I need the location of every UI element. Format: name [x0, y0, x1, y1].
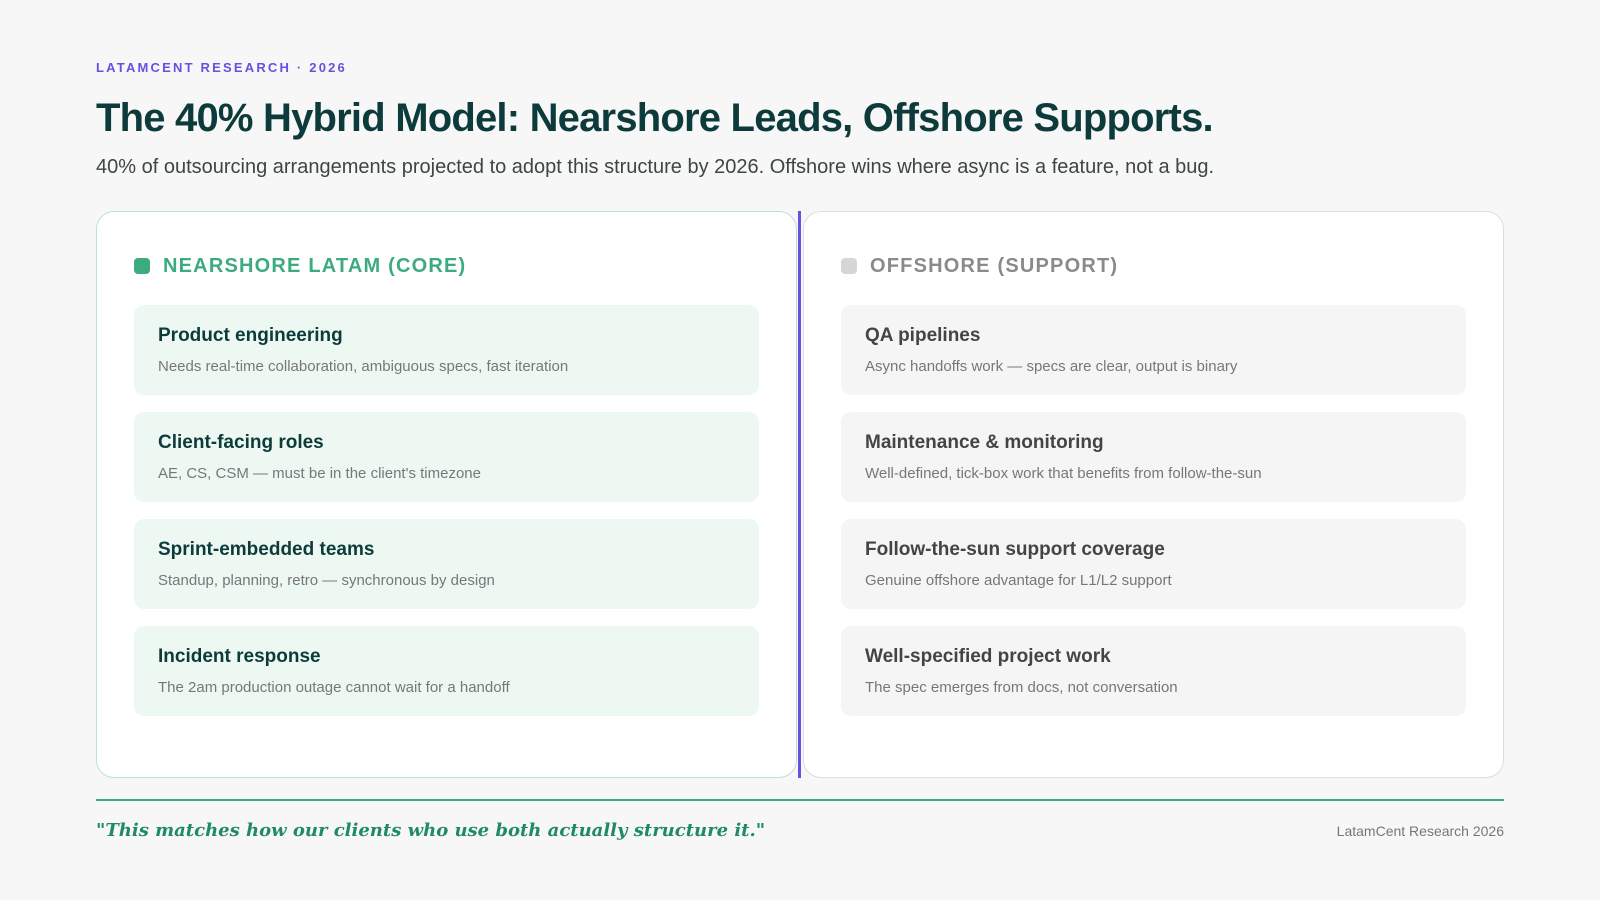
- card-title: Product engineering: [158, 325, 343, 346]
- offshore-card: [841, 519, 1466, 609]
- offshore-panel-title: OFFSHORE (SUPPORT): [870, 254, 1119, 277]
- footer-rule: [96, 799, 1504, 801]
- offshore-panel-header: [841, 246, 1466, 286]
- nearshore-panel: [96, 211, 797, 778]
- card-title: Maintenance & monitoring: [865, 432, 1104, 453]
- card-title: Client-facing roles: [158, 432, 324, 453]
- offshore-legend-swatch: [841, 258, 857, 274]
- page-subtitle: 40% of outsourcing arrangements projected to adopt this structure by 2026. Offshore wins where async is a feature, not a bug.: [96, 156, 1215, 178]
- card-description: AE, CS, CSM — must be in the client's timezone: [158, 465, 481, 482]
- card-description: Genuine offshore advantage for L1/L2 support: [865, 572, 1172, 589]
- card-title: QA pipelines: [865, 325, 981, 346]
- eyebrow-label: LATAMCENT RESEARCH · 2026: [96, 60, 347, 75]
- card-title: Well-specified project work: [865, 646, 1111, 667]
- nearshore-card: [134, 626, 759, 716]
- panel-divider: [798, 211, 801, 778]
- nearshore-card: [134, 412, 759, 502]
- card-description: Needs real-time collaboration, ambiguous specs, fast iteration: [158, 358, 569, 375]
- nearshore-panel-title: NEARSHORE LATAM (CORE): [163, 254, 467, 277]
- card-description: The 2am production outage cannot wait for a handoff: [158, 679, 510, 696]
- card-description: Standup, planning, retro — synchronous by design: [158, 572, 495, 589]
- nearshore-panel-header: [134, 246, 759, 286]
- footer-source: LatamCent Research 2026: [1336, 823, 1504, 839]
- page-title: The 40% Hybrid Model: Nearshore Leads, Offshore Supports.: [96, 96, 1213, 140]
- card-title: Incident response: [158, 646, 321, 667]
- card-description: Well-defined, tick-box work that benefits from follow-the-sun: [865, 465, 1262, 482]
- nearshore-card: [134, 519, 759, 609]
- offshore-panel: [803, 211, 1504, 778]
- nearshore-legend-swatch: [134, 258, 150, 274]
- card-title: Sprint-embedded teams: [158, 539, 375, 560]
- offshore-card: [841, 412, 1466, 502]
- card-description: The spec emerges from docs, not conversation: [865, 679, 1178, 696]
- nearshore-card: [134, 305, 759, 395]
- card-description: Async handoffs work — specs are clear, output is binary: [865, 358, 1238, 375]
- offshore-card: [841, 305, 1466, 395]
- card-title: Follow-the-sun support coverage: [865, 539, 1165, 560]
- footer-quote: "This matches how our clients who use both actually structure it.": [96, 820, 766, 841]
- offshore-card: [841, 626, 1466, 716]
